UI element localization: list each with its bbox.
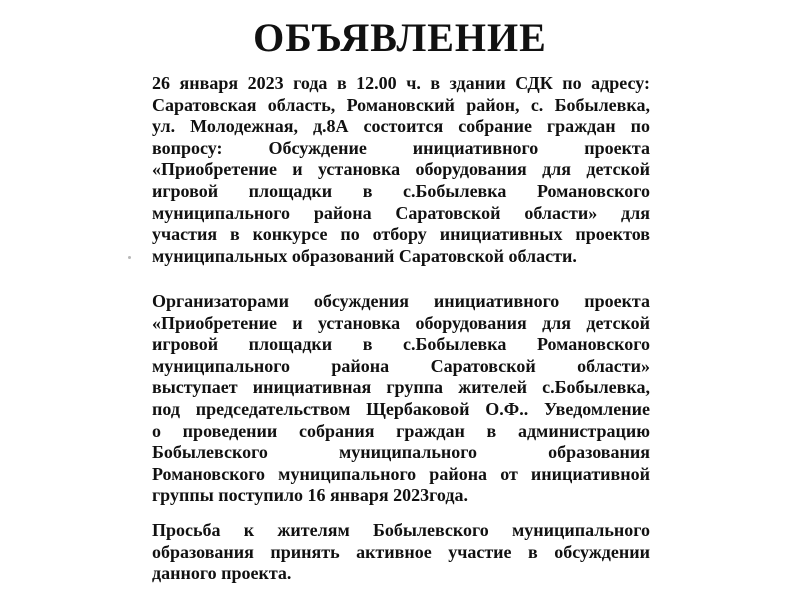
paragraph-line: муниципального района Саратовской области» bbox=[152, 355, 650, 376]
paragraph-line: Просьба к жителям Бобылевского муниципального bbox=[152, 520, 650, 540]
paragraph-line: ул. Молодежная, д.8А состоится собрание граждан по bbox=[152, 116, 650, 137]
paragraph-line: данного проекта. bbox=[152, 563, 292, 584]
paragraph-line: участия в конкурсе по отбору инициативных проектов bbox=[152, 224, 650, 245]
announcement-title: ОБЪЯВЛЕНИЕ bbox=[253, 15, 547, 60]
paragraph-line: муниципального района Саратовской области» для bbox=[152, 202, 650, 223]
paragraph-line: игровой площадки в с.Бобылевка Романовского bbox=[152, 180, 650, 201]
paragraph-line: Саратовская область, Романовский район, с. Бобылевка, bbox=[152, 94, 650, 115]
meeting-details-paragraph bbox=[152, 73, 650, 267]
paragraph-line: «Приобретение и установка оборудования для детской bbox=[152, 159, 650, 180]
paragraph-line: Романовского муниципального района от инициативной bbox=[152, 463, 650, 484]
paragraph-line: 26 января 2023 года в 12.00 ч. в здании СДК по адресу: bbox=[152, 73, 650, 93]
paragraph-line: Организаторами обсуждения инициативного проекта bbox=[152, 291, 650, 311]
paragraph-line: муниципальных образований Саратовской области. bbox=[152, 245, 577, 266]
paragraph-line: образования принять активное участие в обсуждении bbox=[152, 541, 650, 562]
paragraph-line: группы поступило 16 января 2023года. bbox=[152, 485, 468, 506]
scan-speck bbox=[128, 256, 131, 259]
paragraph-line: о проведении собрания граждан в администрацию bbox=[152, 420, 650, 441]
paragraph-line: под председательством Щербаковой О.Ф.. Уведомление bbox=[152, 398, 650, 419]
organizers-paragraph bbox=[152, 291, 650, 507]
paragraph-line: «Приобретение и установка оборудования для детской bbox=[152, 312, 650, 333]
paragraph-line: выступает инициативная группа жителей с.Бобылевка, bbox=[152, 377, 650, 398]
paragraph-line: Бобылевского муниципального образования bbox=[152, 442, 650, 463]
paragraph-line: игровой площадки в с.Бобылевка Романовского bbox=[152, 334, 650, 355]
request-paragraph bbox=[152, 520, 650, 585]
paragraph-line: вопросу: Обсуждение инициативного проекта bbox=[152, 137, 650, 158]
